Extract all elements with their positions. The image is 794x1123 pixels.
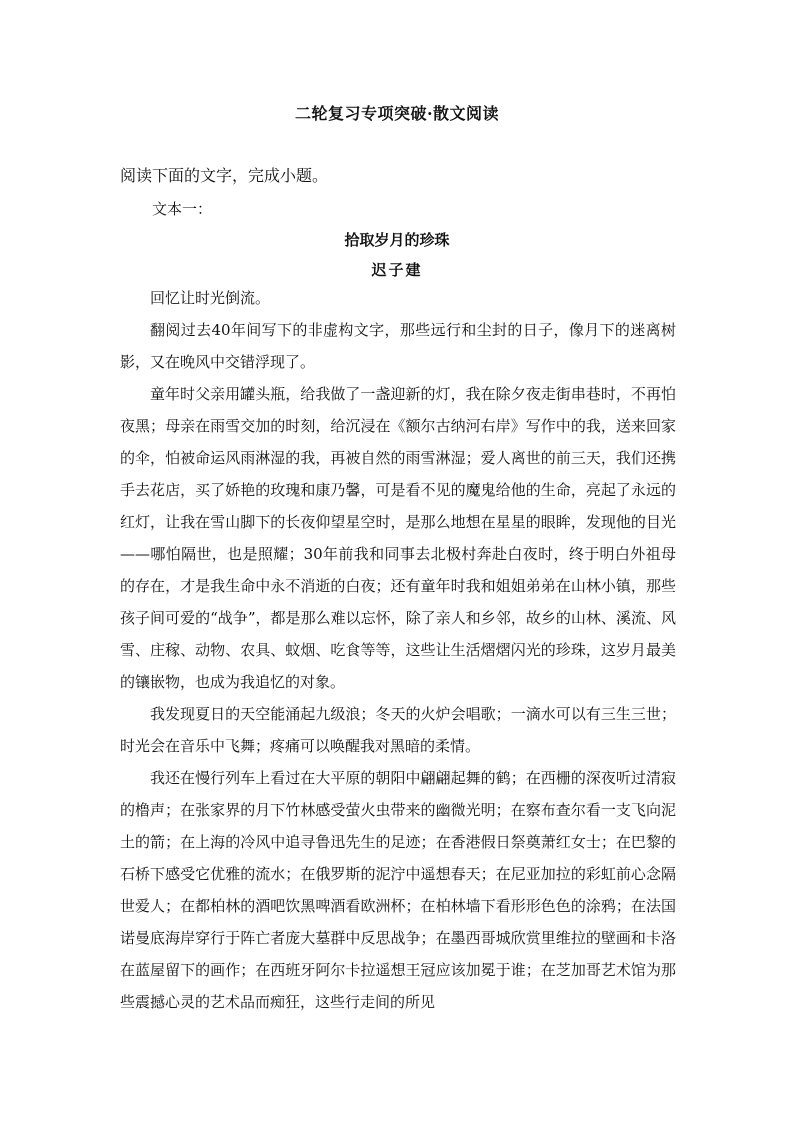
paragraph: 回忆让时光倒流。	[150, 289, 271, 307]
paragraph: 翻阅过去40年间写下的非虚构文字，那些远行和尘封的日子，像月下的迷离树影，又在晚风中交错浮现了。	[120, 321, 676, 371]
paragraph: 童年时父亲用罐头瓶，给我做了一盏迎新的灯，我在除夕夜走街串巷时，不再怕夜黑；母亲在雨雪交加的时刻，给沉浸在《额尔古纳河右岸》写作中的我，送来回家的伞，怕被命运风雨淋湿的我，再被自然的雨雪淋湿；爱人离世的前三天，我们还携手去花店，买了娇艳的玫瑰和康乃馨，可是看不见的魔鬼给他的生命，亮起了永远的红灯，让我在雪山脚下的长夜仰望星空时，是那么地想在星星的眼眸，发现他的目光——哪怕隔世，也是照耀；30年前我和同事去北极村奔赴白夜时，终于明白外祖母的存在，才是我生命中永不消逝的白夜；还有童年时我和姐姐弟弟在山林小镇，那些孩子间可爱的“战争”，都是那么难以忘怀，除了亲人和乡邻，故乡的山林、溪流、风雪、庄稼、动物、农具、蚊烟、吃食等等，这些让生活熠熠闪光的珍珠，这岁月最美的镶嵌物，也成为我追忆的对象。	[120, 385, 676, 691]
text-label: 文本一：	[152, 200, 213, 218]
paragraph: 我发现夏日的天空能涌起九级浪；冬天的火炉会唱歌；一滴水可以有三生三世；时光会在音乐中飞舞；疼痛可以唤醒我对黑暗的柔情。	[120, 705, 676, 755]
paragraph: 我还在慢行列车上看过在大平原的朝阳中翩翩起舞的鹤；在西栅的深夜听过清寂的橹声；在张家界的月下竹林感受萤火虫带来的幽微光明；在察布查尔看一支飞向泥土的箭；在上海的冷风中追寻鲁迅先生的足迹；在香港假日祭奠萧红女士；在巴黎的石桥下感受它优雅的流水；在俄罗斯的泥泞中遥想春天；在尼亚加拉的彩虹前心念隔世爱人；在都柏林的酒吧饮黑啤酒看欧洲杯；在柏林墙下看形形色色的涂鸦；在法国诺曼底海岸穿行于阵亡者庞大墓群中反思战争；在墨西哥城欣赏里维拉的壁画和卡洛在蓝屋留下的画作；在西班牙阿尔卡拉遥想王冠应该加冕于谁；在芝加哥艺术馆为那些震撼心灵的艺术品而痴狂，这些行走间的所见	[120, 769, 676, 1011]
article-author: 迟子建	[371, 261, 423, 279]
article-body	[120, 282, 676, 1018]
document-title: 二轮复习专项突破·散文阅读	[294, 104, 500, 123]
reading-instruction: 阅读下面的文字，完成小题。	[120, 166, 329, 185]
article-title: 拾取岁月的珍珠	[344, 231, 450, 249]
